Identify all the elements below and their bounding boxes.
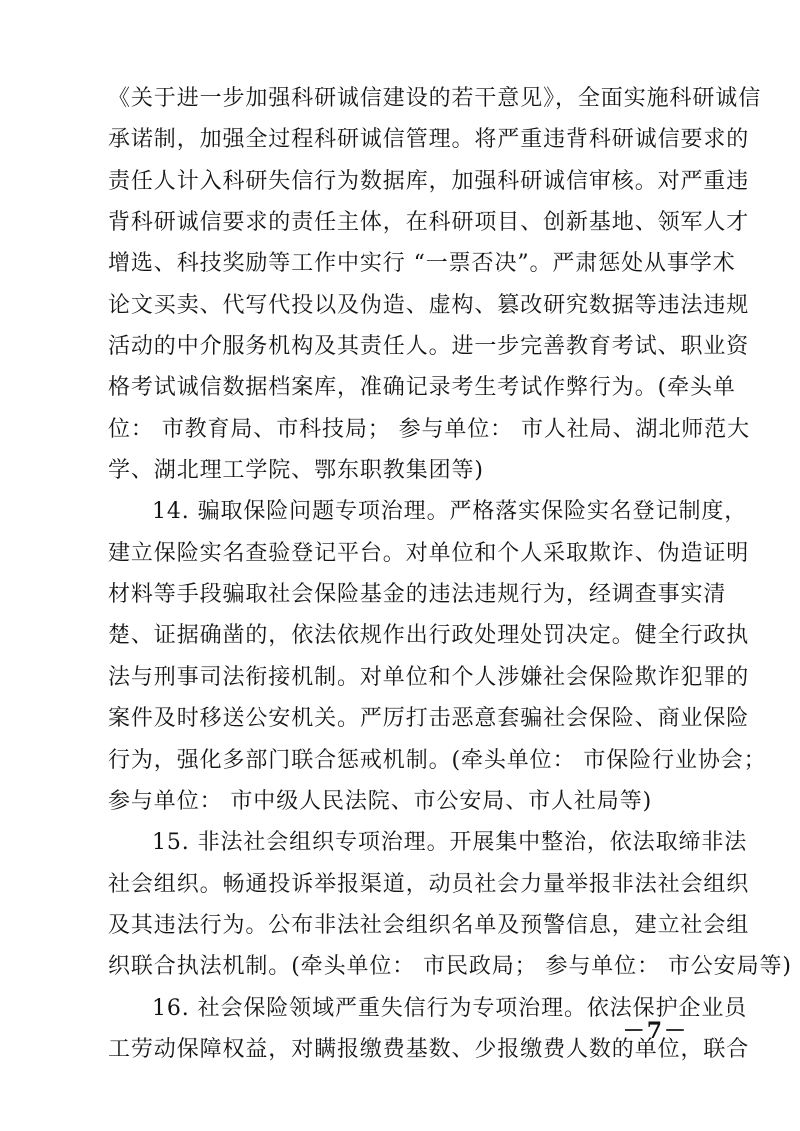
text-line-4: 背科研诚信要求的责任主体，在科研项目、创新基地、领军人才 xyxy=(108,210,750,236)
text-line-1: 《关于进一步加强科研诚信建设的若干意见》，全面实施科研诚信 xyxy=(108,86,762,111)
text-line-13: 材料等手段骗取社会保险基金的违法违规行为，经调查事实清 xyxy=(108,582,727,608)
text-line-16: 案件及时移送公安机关。严厉打击恶意套骗社会保险、商业保险 xyxy=(108,706,750,732)
text-line-8: 格考试诚信数据档案库，准确记录考生考试作弊行为。(牵头单 xyxy=(108,375,736,401)
text-line-18: 参与单位： 市中级人民法院、市公安局、市人社局等) xyxy=(108,788,653,814)
text-line-24: 工劳动保障权益，对瞒报缴费基数、少报缴费人数的单位，联合 xyxy=(108,1036,750,1062)
text-line-2: 承诺制，加强全过程科研诚信管理。将严重违背科研诚信要求的 xyxy=(108,127,750,153)
text-line-10: 学、湖北理工学院、鄂东职教集团等) xyxy=(108,458,484,484)
body-text xyxy=(108,78,792,1070)
text-line-11-section-14-heading: 14. 骗取保险问题专项治理。严格落实保险实名登记制度， xyxy=(152,499,748,525)
text-line-14: 楚、证据确凿的，依法依规作出行政处理处罚决定。健全行政执 xyxy=(108,623,750,649)
text-line-3: 责任人计入科研失信行为数据库，加强科研诚信审核。对严重违 xyxy=(108,168,750,194)
text-line-15: 法与刑事司法衔接机制。对单位和个人涉嫌社会保险欺诈犯罪的 xyxy=(108,664,750,690)
text-line-21: 及其违法行为。公布非法社会组织名单及预警信息，建立社会组 xyxy=(108,912,750,938)
text-line-22: 织联合执法机制。(牵头单位： 市民政局； 参与单位： 市公安局等) xyxy=(108,954,792,980)
text-line-20: 社会组织。畅通投诉举报渠道，动员社会力量举报非法社会组织 xyxy=(108,871,750,897)
text-line-19-section-15-heading: 15. 非法社会组织专项治理。开展集中整治，依法取缔非法 xyxy=(152,830,748,856)
text-line-6: 论文买卖、代写代投以及伪造、虚构、篡改研究数据等违法违规 xyxy=(108,292,750,318)
text-line-7: 活动的中介服务机构及其责任人。进一步完善教育考试、职业资 xyxy=(108,334,750,360)
text-line-5: 增选、科技奖励等工作中实行 “一票否决”。严肃惩处从事学术 xyxy=(108,251,736,277)
text-line-9: 位： 市教育局、市科技局； 参与单位： 市人社局、湖北师范大 xyxy=(108,416,750,442)
text-line-12: 建立保险实名查验登记平台。对单位和个人采取欺诈、伪造证明 xyxy=(108,540,750,566)
text-line-17: 行为，强化多部门联合惩戒机制。(牵头单位： 市保险行业协会； xyxy=(108,747,767,773)
page-number: －7－ xyxy=(622,1018,688,1044)
text-line-23-section-16-heading: 16. 社会保险领域严重失信行为专项治理。依法保护企业员 xyxy=(152,995,748,1021)
